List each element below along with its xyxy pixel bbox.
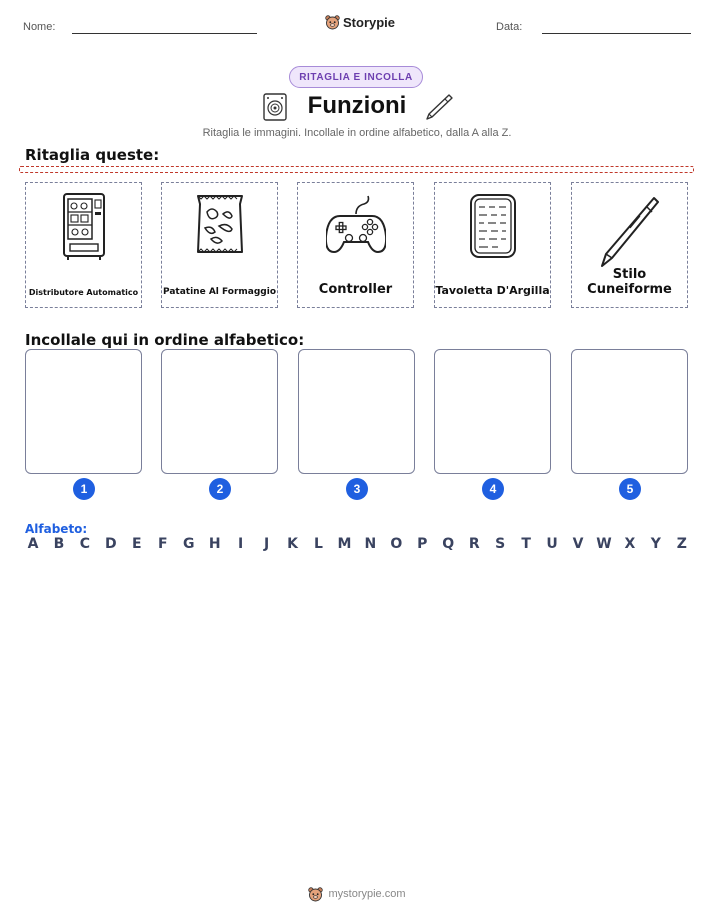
card-label: Distributore Automatico — [28, 288, 139, 297]
name-label: Nome: — [23, 21, 56, 33]
alphabet-letter: P — [417, 536, 428, 552]
alphabet-heading: Alfabeto: — [25, 522, 88, 536]
alphabet-letter: H — [208, 536, 221, 552]
alphabet-letter: D — [105, 536, 117, 552]
logo-text: Storypie — [343, 14, 396, 30]
card-label: Stilo Cuneiforme — [587, 267, 672, 297]
alphabet-letter: A — [27, 536, 39, 552]
cut-card-cheese-snacks[interactable] — [161, 182, 278, 308]
alphabet-letter: F — [157, 536, 168, 552]
alphabet-letter: C — [79, 536, 91, 552]
alphabet-letter: L — [314, 536, 323, 552]
alphabet-letter: N — [364, 536, 377, 552]
alphabet-letter: R — [468, 536, 480, 552]
paste-box-5[interactable] — [571, 349, 688, 474]
date-line[interactable] — [542, 33, 691, 34]
slot-number: 4 — [482, 478, 504, 500]
paste-box-4[interactable] — [434, 349, 551, 474]
cut-card-vending-machine[interactable] — [25, 182, 142, 308]
alphabet-letter: U — [546, 536, 558, 552]
alphabet-letter: G — [182, 536, 195, 552]
cut-card-stylus[interactable] — [571, 182, 688, 308]
vending-machine-icon — [54, 192, 114, 268]
stylus-icon — [600, 192, 660, 268]
slot-number: 2 — [209, 478, 231, 500]
card-label: Tavoletta D'Argilla — [435, 284, 550, 297]
clay-tablet-icon — [463, 192, 523, 268]
alphabet-letter: O — [390, 536, 403, 552]
alphabet-letter: I — [238, 536, 244, 552]
cheese-snacks-bag-icon — [190, 192, 250, 268]
pen-icon — [423, 92, 453, 122]
storypie-bear-icon — [308, 886, 323, 902]
alphabet-letter: J — [263, 536, 270, 552]
card-label: Controller — [318, 282, 393, 297]
alphabet-letter: S — [495, 536, 506, 552]
alphabet-letter: Y — [650, 536, 661, 552]
cut-card-controller[interactable] — [297, 182, 414, 308]
name-line[interactable] — [72, 33, 257, 34]
game-controller-icon — [326, 192, 386, 268]
storypie-bear-icon — [325, 14, 340, 30]
alphabet-letter: W — [596, 536, 612, 552]
slot-number: 3 — [346, 478, 368, 500]
alphabet-row — [25, 536, 690, 552]
paste-heading: Incollale qui in ordine alfabetico: — [25, 331, 305, 349]
slot-number: 1 — [73, 478, 95, 500]
cut-line — [19, 166, 694, 173]
paste-box-2[interactable] — [161, 349, 278, 474]
activity-badge: RITAGLIA E INCOLLA — [289, 66, 423, 88]
paste-box-1[interactable] — [25, 349, 142, 474]
alphabet-letter: V — [572, 536, 584, 552]
alphabet-letter: T — [521, 536, 531, 552]
footer — [0, 886, 714, 902]
alphabet-letter: B — [53, 536, 65, 552]
slot-number: 5 — [619, 478, 641, 500]
cut-heading: Ritaglia queste: — [25, 146, 160, 164]
footer-link[interactable]: mystorypie.com — [328, 888, 406, 900]
alphabet-letter: M — [337, 536, 352, 552]
card-label: Patatine Al Formaggio — [162, 287, 277, 297]
date-label: Data: — [496, 21, 523, 33]
alphabet-letter: Z — [676, 536, 687, 552]
page-title: Funzioni — [307, 92, 407, 119]
alphabet-letter: K — [287, 536, 298, 552]
speaker-icon — [262, 93, 288, 121]
logo — [325, 14, 395, 30]
alphabet-letter: E — [132, 536, 142, 552]
cut-card-clay-tablet[interactable] — [434, 182, 551, 308]
paste-box-3[interactable] — [298, 349, 415, 474]
instructions: Ritaglia le immagini. Incollale in ordine alfabetico, dalla A alla Z. — [202, 127, 512, 139]
alphabet-letter: X — [624, 536, 636, 552]
alphabet-letter: Q — [442, 536, 455, 552]
